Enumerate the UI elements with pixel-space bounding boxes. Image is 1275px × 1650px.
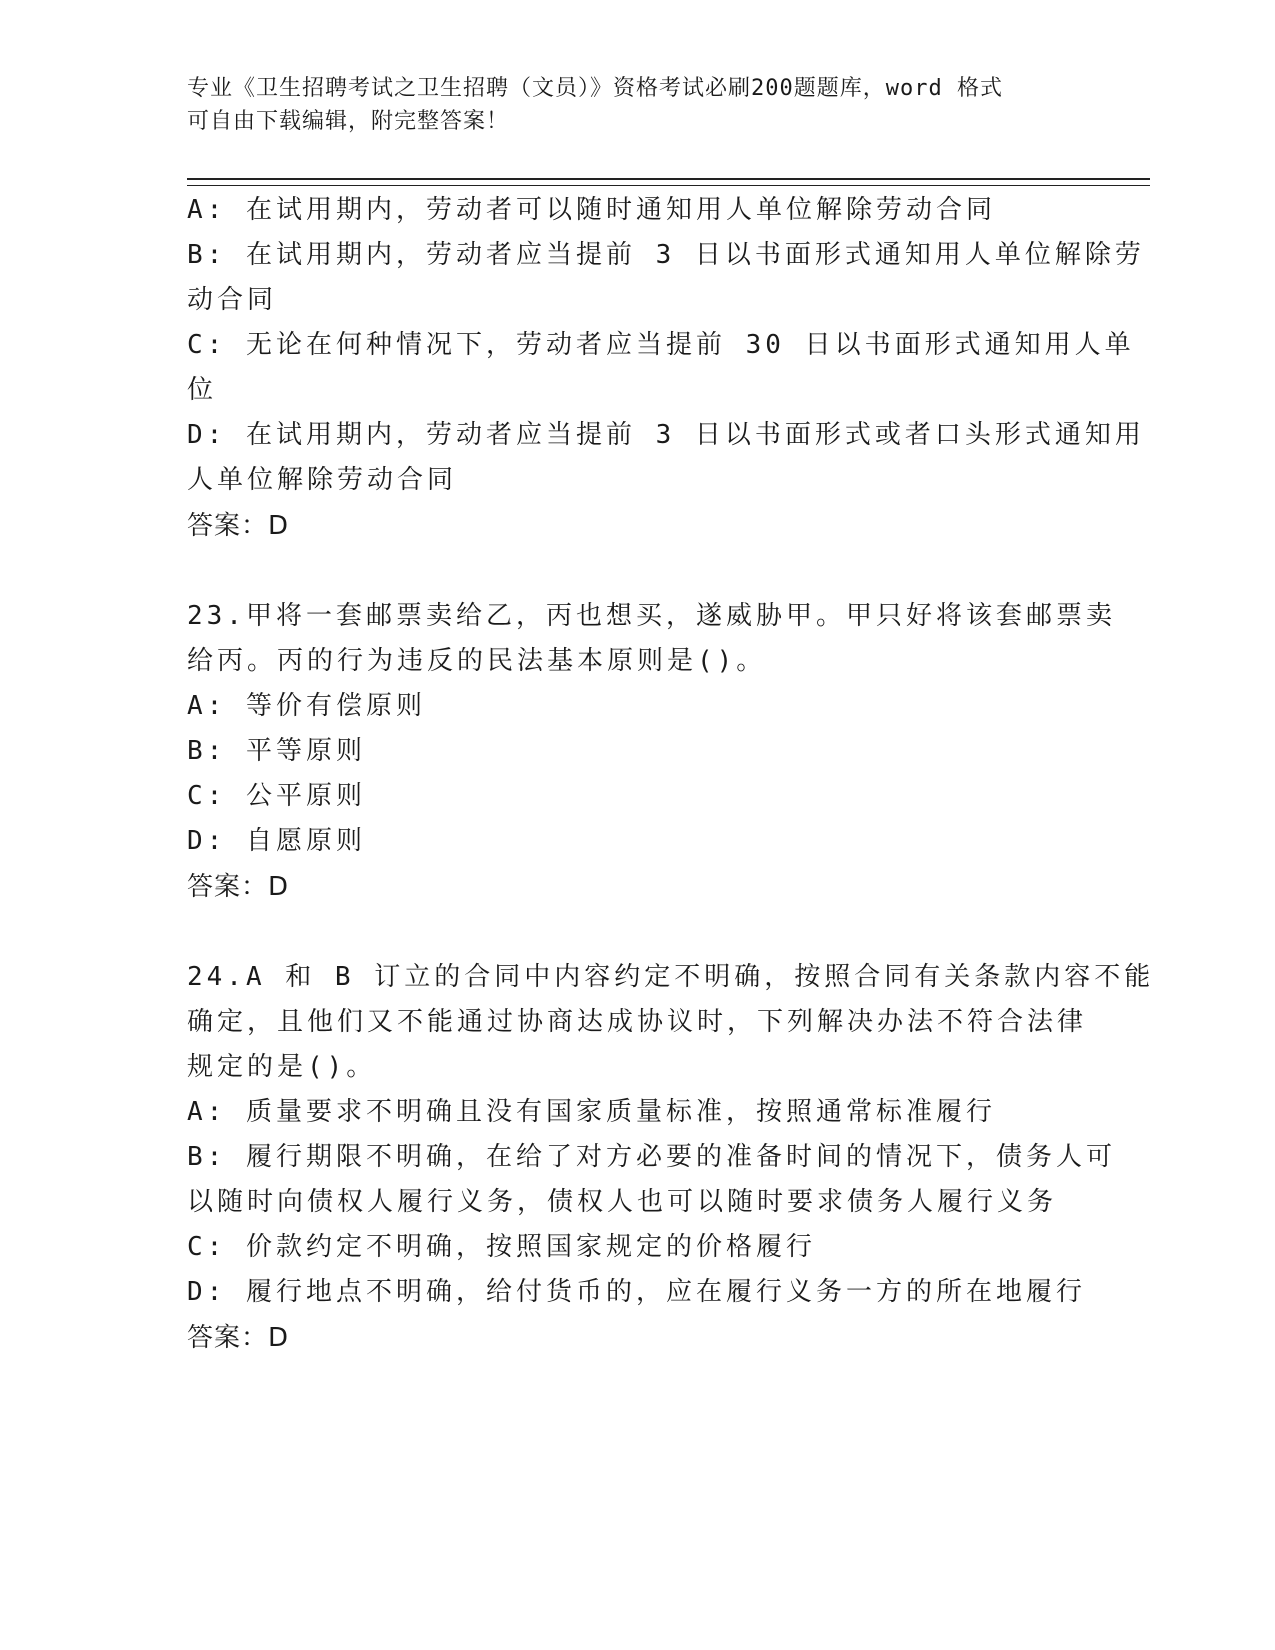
option-d-continued: 人单位解除劳动合同 xyxy=(187,465,458,495)
answer: 答案：D xyxy=(187,511,290,541)
option-b-continued: 动合同 xyxy=(187,285,278,315)
answer: 答案：D xyxy=(187,872,290,902)
header-line-2: 可自由下载编辑，附完整答案！ xyxy=(187,109,510,134)
question-stem-continued: 给丙。丙的行为违反的民法基本原则是()。 xyxy=(187,646,767,676)
option-d: D: 在试用期内，劳动者应当提前 3 日以书面形式或者口头形式通知用 xyxy=(187,420,1145,450)
spacer xyxy=(187,910,1077,955)
option-a: A: 等价有偿原则 xyxy=(187,691,426,721)
question-24 xyxy=(187,955,1155,1361)
option-c: C: 价款约定不明确，按照国家规定的价格履行 xyxy=(187,1232,816,1262)
option-a: A: 质量要求不明确且没有国家质量标准，按照通常标准履行 xyxy=(187,1097,996,1127)
option-c: C: 公平原则 xyxy=(187,781,366,811)
option-a: A: 在试用期内，劳动者可以随时通知用人单位解除劳动合同 xyxy=(187,195,996,225)
option-b: B: 在试用期内，劳动者应当提前 3 日以书面形式通知用人单位解除劳 xyxy=(187,240,1145,270)
option-d: D: 自愿原则 xyxy=(187,826,366,856)
option-b-continued: 以随时向债权人履行义务，债权人也可以随时要求债务人履行义务 xyxy=(187,1187,1058,1217)
question-stem-continued: 规定的是()。 xyxy=(187,1052,377,1082)
option-c: C: 无论在何种情况下，劳动者应当提前 30 日以书面形式通知用人单 xyxy=(187,330,1135,360)
header-line-1: 专业《卫生招聘考试之卫生招聘（文员）》资格考试必刷200题题库，word 格式 xyxy=(187,76,1003,101)
page-header xyxy=(187,72,1087,138)
answer: 答案：D xyxy=(187,1323,290,1353)
spacer xyxy=(187,549,1077,594)
question-stem-continued: 确定，且他们又不能通过协商达成协议时，下列解决办法不符合法律 xyxy=(187,1007,1088,1037)
question-stem: 24.A 和 B 订立的合同中内容约定不明确，按照合同有关条款内容不能 xyxy=(187,962,1155,992)
option-b: B: 平等原则 xyxy=(187,736,366,766)
option-b: B: 履行期限不明确，在给了对方必要的准备时间的情况下，债务人可 xyxy=(187,1142,1116,1172)
question-content xyxy=(187,188,1155,1361)
option-d: D: 履行地点不明确，给付货币的，应在履行义务一方的所在地履行 xyxy=(187,1277,1086,1307)
header-divider xyxy=(187,178,1150,186)
question-stem: 23.甲将一套邮票卖给乙，丙也想买，遂威胁甲。甲只好将该套邮票卖 xyxy=(187,601,1116,631)
question-22-options xyxy=(187,188,1145,549)
option-c-continued: 位 xyxy=(187,375,218,405)
question-23 xyxy=(187,594,1116,910)
